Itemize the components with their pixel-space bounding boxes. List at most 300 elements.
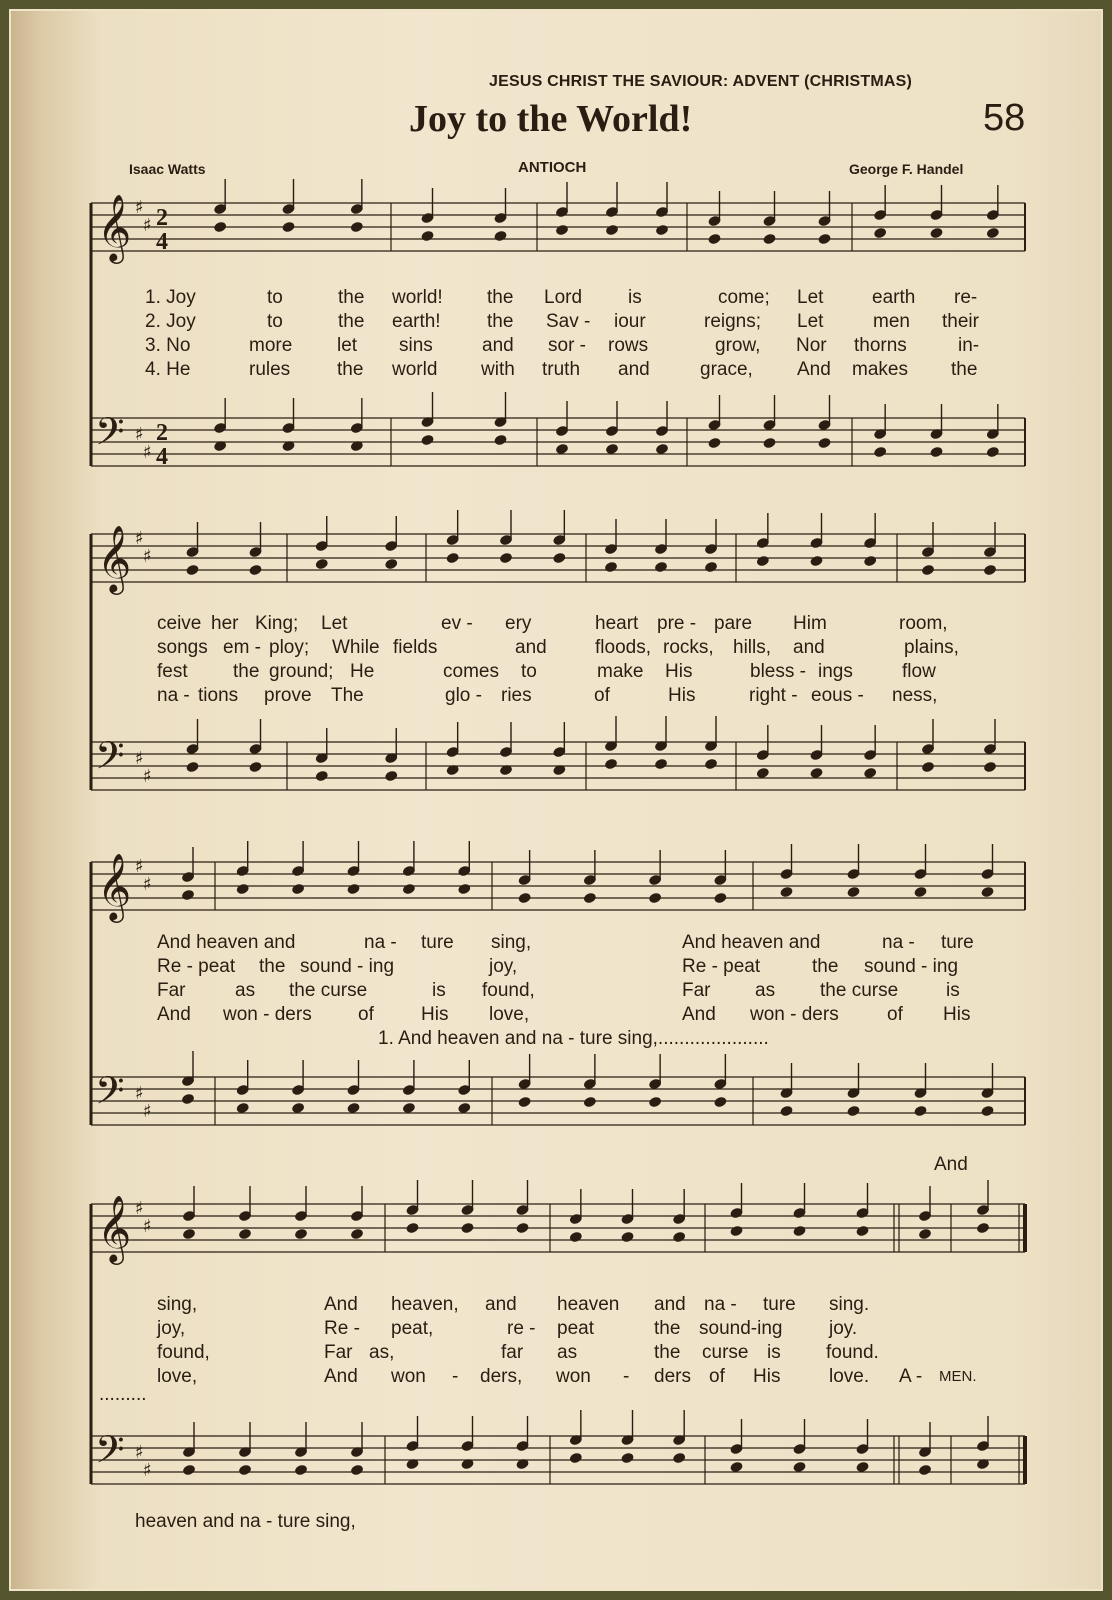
lyric: glo - [445,685,482,706]
lyric: And heaven and [157,932,296,953]
notehead [809,767,823,780]
lyric: right - [749,685,798,706]
lyric: more [249,335,293,356]
lyric: Far [157,980,186,1001]
notehead [855,1225,869,1238]
lyric: 4. He [145,359,191,380]
lyric: And [797,359,831,380]
lyric: ries [501,685,532,706]
lyric: Nor [796,335,827,356]
hymnal-page [11,11,1101,1589]
notehead [846,1105,860,1118]
lyric: And [324,1366,358,1387]
lyric: re - [507,1318,536,1339]
notehead [291,1102,305,1115]
lyric: Re - peat [682,956,761,977]
lyric: make [597,661,644,682]
lyric: pre - [657,613,697,634]
notehead [762,233,776,246]
hymn-title: Joy to the World! [409,98,693,140]
lyric: and [482,335,514,356]
notehead [315,558,329,571]
notehead [555,443,569,456]
lyric: the [337,359,364,380]
notehead [713,1096,727,1109]
notehead [315,770,329,783]
notehead [648,1096,662,1109]
notehead [779,1105,793,1118]
sharp-icon: ♯ [135,528,144,549]
notehead [976,1222,990,1235]
lyric: truth [542,359,581,380]
lyric: plains, [904,637,959,658]
lyric: King; [255,613,299,634]
lyric: ploy; [269,637,310,658]
notehead [873,446,887,459]
lyric: as [755,980,776,1001]
notehead [346,883,360,896]
lyric: won [391,1366,426,1387]
lyric: While [332,637,380,658]
notehead [792,1461,806,1474]
lyric: sound-ing [699,1318,783,1339]
sharp-icon: ♯ [143,1460,152,1481]
lyric: as, [369,1342,395,1363]
notehead [185,761,199,774]
lyric: Re - [324,1318,360,1339]
lyric: of [709,1366,725,1387]
treble-clef-icon: 𝄞 [97,1194,132,1262]
treble-clef-icon: 𝄞 [97,193,132,261]
lyric: peat, [391,1318,434,1339]
lyric: tions [198,685,239,706]
lyric: MEN. [939,1368,977,1385]
notehead [672,1452,686,1465]
lyric: reigns; [704,311,762,332]
lyric: ings [818,661,853,682]
notehead [863,555,877,568]
lyric: with [481,359,515,380]
lyric: And heaven and [682,932,821,953]
notehead [350,1228,364,1241]
lyric: won - ders [750,1004,839,1025]
lyric: comes [443,661,499,682]
tune-name: ANTIOCH [518,159,587,176]
notehead [604,758,618,771]
notehead [402,883,416,896]
lyric: let [337,335,358,356]
notehead [248,564,262,577]
notehead [654,561,668,574]
notehead [552,552,566,565]
notehead [655,443,669,456]
lyric: em - [223,637,261,658]
notehead [913,1105,927,1118]
time-signature: 4 [156,444,168,470]
notehead [350,221,364,234]
lyric: His [668,685,696,706]
lyric: ders [654,1366,691,1387]
lyric: rules [249,359,291,380]
notehead [181,1093,195,1106]
treble-clef-icon: 𝄞 [97,524,132,592]
lyric: sound - ing [300,956,395,977]
notehead [713,892,727,905]
lyric: the curse [289,980,368,1001]
lyric: And [157,1004,191,1025]
lyric: His [421,1004,449,1025]
lyric: Sav - [546,311,591,332]
lyric: to [267,311,283,332]
lyric: love, [489,1004,530,1025]
notehead [756,555,770,568]
notehead [817,437,831,450]
notehead [729,1461,743,1474]
lyric: He [350,661,375,682]
lyric: ery [505,613,532,634]
lyric: - [623,1366,630,1387]
lyric: the [654,1342,681,1363]
lyric: world! [392,287,443,308]
notehead [457,1102,471,1115]
notehead [605,443,619,456]
sharp-icon: ♯ [135,856,144,877]
notehead [583,1096,597,1109]
lyric: found. [826,1342,879,1363]
lyric: bless - [750,661,806,682]
notehead [792,1225,806,1238]
lyric: joy, [489,956,518,977]
time-signature: 2 [156,205,168,231]
lyric: ture [763,1294,796,1315]
lyric: pare [714,613,753,634]
notehead [236,1102,250,1115]
notehead [648,892,662,905]
lyric: far [501,1342,524,1363]
notehead [583,892,597,905]
notehead [918,1228,932,1241]
notehead [499,552,513,565]
lyric: sound - ing [864,956,959,977]
notehead [384,770,398,783]
notehead [817,233,831,246]
lyric: prove [264,685,312,706]
notehead [346,1102,360,1115]
notehead [605,224,619,237]
notehead [493,434,507,447]
lyric: iour [614,311,646,332]
notehead [294,1464,308,1477]
notehead [921,761,935,774]
lyric: sing, [491,932,532,953]
continuation-dots: ......... [99,1384,147,1405]
lyric: ceive [157,613,202,634]
lyric: na - [157,685,190,706]
lyric: and [654,1294,686,1315]
bass-lyric: And [934,1154,968,1175]
notehead [655,224,669,237]
notehead [181,889,195,902]
bass-clef-icon: 𝄢 [95,409,125,463]
sharp-icon: ♯ [143,1216,152,1237]
notehead [420,434,434,447]
notehead [248,761,262,774]
lyric: And [324,1294,358,1315]
lyric: the [487,311,514,332]
lyric: won [556,1366,591,1387]
notehead [515,1222,529,1235]
notehead [873,227,887,240]
sharp-icon: ♯ [135,748,144,769]
lyric: Far [324,1342,353,1363]
lyric: ness, [892,685,938,706]
sharp-icon: ♯ [143,546,152,567]
lyric: the [259,956,286,977]
notehead [863,767,877,780]
notehead [294,1228,308,1241]
lyric: sins [399,335,433,356]
lyric: 1. Joy [145,287,196,308]
lyric: And [682,1004,716,1025]
lyric: is [767,1342,781,1363]
lyric: Let [797,311,824,332]
sharp-icon: ♯ [135,424,144,445]
notehead [291,883,305,896]
notehead [569,1452,583,1465]
sharp-icon: ♯ [135,1198,144,1219]
notehead [756,767,770,780]
lyric: love. [829,1366,870,1387]
notehead [846,886,860,899]
sharp-icon: ♯ [143,215,152,236]
notehead [983,761,997,774]
notehead [620,1452,634,1465]
lyric: and [515,637,547,658]
lyric: the [654,1318,681,1339]
notehead [517,892,531,905]
lyric: heaven, [391,1294,459,1315]
composer-credit: George F. Handel [849,161,964,177]
lyric: is [432,980,446,1001]
notehead [986,227,1000,240]
notehead [384,558,398,571]
sharp-icon: ♯ [135,1083,144,1104]
section-heading: JESUS CHRIST THE SAVIOUR: ADVENT (CHRISTMAS) [489,73,913,90]
lyric: and [618,359,650,380]
notehead [281,221,295,234]
lyric: grow, [715,335,761,356]
lyric: Far [682,980,711,1001]
treble-clef-icon: 𝄞 [97,852,132,920]
sharp-icon: ♯ [143,1101,152,1122]
lyric: fields [393,637,438,658]
notehead [238,1228,252,1241]
lyric: 3. No [145,335,191,356]
lyric: His [753,1366,781,1387]
lyric: heart [595,613,639,634]
lyric: men [873,311,910,332]
notehead [517,1096,531,1109]
lyric: the [487,287,514,308]
notehead [555,224,569,237]
lyric: rows [608,335,649,356]
bass-lyric-line: heaven and na - ture sing, [135,1511,356,1532]
lyric: the [951,359,978,380]
lyric: na - [364,932,397,953]
lyric: and [793,637,825,658]
lyric: makes [852,359,908,380]
lyric: His [943,1004,971,1025]
lyric: Let [321,613,348,634]
notehead [672,1231,686,1244]
lyric: songs [157,637,208,658]
notehead [620,1231,634,1244]
lyric: sing, [157,1294,198,1315]
notehead [420,230,434,243]
lyric: ev - [441,613,473,634]
lyric: earth! [392,311,441,332]
lyric: the [338,287,365,308]
lyric: 2. Joy [145,311,196,332]
notehead [704,561,718,574]
lyric: of [594,685,610,706]
notehead [986,446,1000,459]
lyric: earth [872,287,916,308]
notehead [457,883,471,896]
sharp-icon: ♯ [135,1442,144,1463]
author-credit: Isaac Watts [129,161,206,177]
lyric: sing. [829,1294,870,1315]
time-signature: 2 [156,420,168,446]
lyric: and [485,1294,517,1315]
hymn-number: 58 [983,97,1026,139]
sharp-icon: ♯ [135,197,144,218]
notehead [855,1461,869,1474]
lyric: na - [882,932,915,953]
notehead [350,1464,364,1477]
sharp-icon: ♯ [143,766,152,787]
notehead [236,883,250,896]
sharp-icon: ♯ [143,874,152,895]
lyric: - [452,1366,459,1387]
notehead [921,564,935,577]
notehead [980,1105,994,1118]
lyric: flow [902,661,936,682]
lyric: re- [954,287,978,308]
lyric: won - ders [223,1004,312,1025]
notehead [238,1464,252,1477]
lyric: His [665,661,693,682]
bass-clef-icon: 𝄢 [95,1068,125,1122]
lyric: ders, [480,1366,523,1387]
lyric: peat [557,1318,594,1339]
lyric: A - [899,1366,923,1387]
lyric: in- [958,335,980,356]
lyric: curse [702,1342,749,1363]
notehead [929,227,943,240]
lyric: floods, [595,637,651,658]
lyric: joy, [157,1318,186,1339]
notehead [809,555,823,568]
bass-clef-icon: 𝄢 [95,1427,125,1481]
sharp-icon: ♯ [143,442,152,463]
notehead [704,758,718,771]
lyric: of [887,1004,903,1025]
notehead [460,1222,474,1235]
notehead [779,886,793,899]
notehead [182,1228,196,1241]
notehead [405,1222,419,1235]
notehead [983,564,997,577]
lyric: Re - peat [157,956,236,977]
notehead [182,1464,196,1477]
lyric: found, [482,980,535,1001]
lyric: eous - [811,685,864,706]
notehead [654,758,668,771]
lyric: the [233,661,260,682]
lyric: rocks, [663,637,714,658]
alto-tenor-lyric-line: 1. And heaven and na - ture sing,..................... [378,1028,769,1049]
notehead [213,221,227,234]
lyric: as [235,980,256,1001]
lyric: Lord [544,287,583,308]
lyric: of [358,1004,374,1025]
lyric: na - [704,1294,737,1315]
lyric: as [557,1342,578,1363]
notehead [185,564,199,577]
bass-clef-icon: 𝄢 [95,733,125,787]
lyric: room, [899,613,948,634]
notehead [729,1225,743,1238]
notehead [707,233,721,246]
lyric: their [942,311,979,332]
lyric: thorns [854,335,907,356]
notehead [980,886,994,899]
lyric: ture [421,932,454,953]
lyric: to [521,661,537,682]
lyric: joy. [829,1318,858,1339]
lyric: the [812,956,839,977]
lyric: is [946,980,960,1001]
lyric: heaven [557,1294,620,1315]
lyric: found, [157,1342,210,1363]
lyric: the curse [820,980,899,1001]
notehead [604,561,618,574]
notehead [445,552,459,565]
notehead [762,437,776,450]
lyric: The [331,685,364,706]
lyric: the [338,311,365,332]
notehead [913,886,927,899]
lyric: come; [718,287,770,308]
lyric: Let [797,287,824,308]
notehead [402,1102,416,1115]
lyric: fest [157,661,188,682]
lyric: is [628,287,642,308]
notehead [569,1231,583,1244]
lyric: Him [793,613,827,634]
notehead [929,446,943,459]
lyric: world [392,359,438,380]
notehead [918,1464,932,1477]
lyric: her [211,613,239,634]
lyric: sor - [548,335,586,356]
time-signature: 4 [156,229,168,255]
lyric: love, [157,1366,198,1387]
notehead [493,230,507,243]
notehead [707,437,721,450]
lyric: grace, [700,359,753,380]
